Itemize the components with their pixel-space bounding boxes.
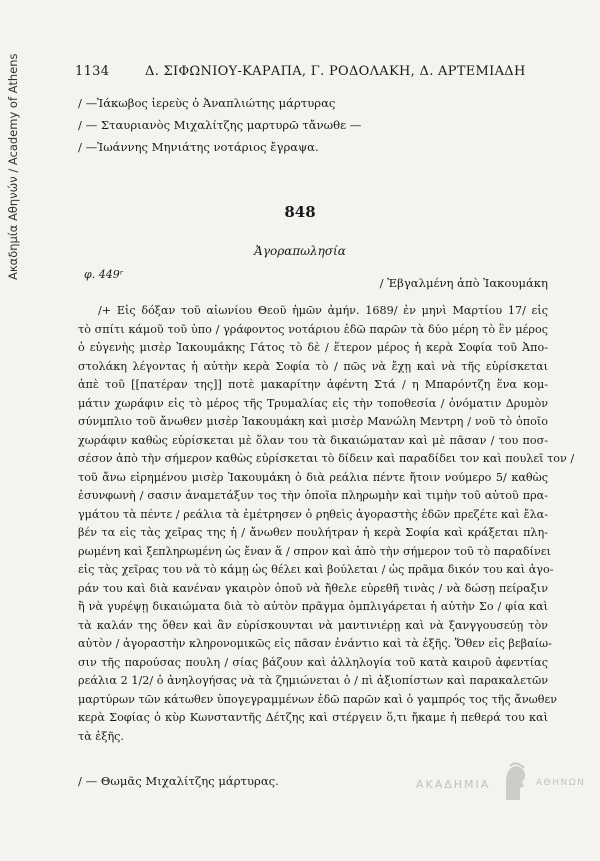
body-line: γμάτου τὰ πέντε / ρεάλια τὰ ἐμέτρησεν ὁ ρηθεὶς ἀγοραστὴς ἐδῶν πρεζέτε καὶ ἔλα- <box>78 507 548 521</box>
body-line: ἐσυνφωνὴ / σασιν ἀναμετάξυν τος τὴν ὁποῖα πληρωμὴν καὶ τιμὴν τοῦ αὐτοῦ πρα- <box>78 489 548 502</box>
academy-watermark <box>416 756 586 812</box>
body-line: /+ Εἰς δόξαν τοῦ αἰωνίου Θεοῦ ἡμῶν ἀμήν. 1689/ ἐν μηνὶ Μαρτίου 17/ εἰς <box>98 304 548 317</box>
body-line: ράν του καὶ διὰ κανέναν γκαιρὸν ὁποῦ νὰ ἤθελε εὑρεθῆ τινὰς / νὰ δώσῃ πείραξιν <box>78 581 548 595</box>
body-line: κερὰ Σοφίας ὁ κὺρ Κωνσταντῆς Δέτζης καὶ στέργειν ὅ,τι ἤκαμε ἡ πεθερά του καὶ <box>78 711 548 724</box>
body-line: αὐτὸν / ἀγοραστὴν κληρονομικῶς εἰς πᾶσαν ἐνάντιο καὶ τὰ ἐξῆς. Ὅθεν εἰς βεβαίω- <box>78 637 552 650</box>
folio-reference: φ. 449ʳ <box>84 268 124 281</box>
page-number: 1134 <box>75 64 110 79</box>
athena-emblem-icon <box>498 762 532 802</box>
body-line: σιν τῆς παρούσας πουλη / σίας βάζουν καὶ ἀλληλογία τοῦ κατὰ καιροῦ ἀφεντίας <box>78 655 548 669</box>
body-line: μαρτύρων τῶν κάτωθεν ὑπογεγραμμένων ἐδῶ παρῶν καὶ ὁ γαμπρός τος τῆς ἄνωθεν <box>78 692 558 706</box>
body-line: σύνμπλιο τοῦ ἄνωθεν μισὲρ Ἰακουμάκη καὶ μισὲρ Μανώλη Μεντρη / νοῦ τὸ ὁποῖο <box>78 415 548 428</box>
closing-signature: / — Θωμᾶς Μιχαλίτζης μάρτυρας. <box>78 774 279 788</box>
body-line: τὰ ἐξῆς. <box>78 729 124 743</box>
witness-signature-1: / —Ἰάκωβος ἱερεὺς ὁ Ἀναπλιώτης μάρτυρας <box>78 96 336 110</box>
body-line: χωράφιν καθὼς εὑρίσκεται μὲ ὅλαν του τὰ δικαιώματαν καὶ μὲ πᾶσαν / του ποσ- <box>78 433 548 447</box>
document-summary: / Ἐβγαλμένη ἀπὸ Ἰακουμάκη <box>379 276 548 290</box>
body-line: ρεάλια 2 1/2/ ὁ ἀνηλογήσας νὰ τὰ ζημιώνεται ὁ / πὶ ἀξιοπίστων καὶ παρακαλετῶν <box>78 674 548 687</box>
watermark-left-text: ΑΚΑΔΗΜΙΑ <box>416 778 491 791</box>
body-line: ρωμένη καὶ ξεπληρωμένη ὡς ἔναν ἅ / σπρον καὶ ἀπὸ τὴν σήμερον τοῦ τὸ παραδίνει <box>78 544 551 558</box>
running-head <box>75 64 545 80</box>
body-line: τὰ καλάν της ὅθεν καὶ ἂν εὑρίσκουνται νὰ μαντινιέρῃ καὶ νὰ ξανγγουσεύῃ τὸν <box>78 618 548 632</box>
body-line: στολάκη λέγοντας ἡ αὐτὴν κερὰ Σοφία τὸ / πῶς νὰ ἔχῃ καὶ νὰ τῆς εὑρίσκεται <box>78 359 548 373</box>
running-head-authors: Δ. ΣΙΦΩΝΙΟΥ-ΚΑΡΑΠΑ, Γ. ΡΟΔΟΛΑΚΗ, Δ. ΑΡΤΕΜΙΑΔΗ <box>145 64 526 79</box>
body-line: βέν τα εἰς τὰς χεῖρας της ἡ / ἄνωθεν πουλήτραν ἡ κερὰ Σοφία καὶ κράξεται πλη- <box>78 526 548 539</box>
body-line: μάτιν χωράφιν εἰς τὸ μέρος τῆς Τρυμαλίας εἰς τὴν τοποθεσία / ὀνόματιν Δρυμὸν <box>78 396 548 410</box>
body-line: τὸ σπίτι κάμοῦ τοῦ ὑπο / γράφοντος νοτάριου ἐδῶ παρῶν τὰ δύο μέρη τὸ ἓν μέρος <box>78 322 548 336</box>
watermark-right-text: ΑΘΗΝΩΝ <box>536 778 586 788</box>
witness-signature-2: / — Σταυριανὸς Μιχαλίτζης μαρτυρῶ τἄνωθε — <box>78 118 362 132</box>
document-body <box>78 302 575 746</box>
body-line: σέσον ἀπὸ τὴν σήμερον καθὼς εὑρίσκεται τὸ δίδειν καὶ παραδίδει τον καὶ πουλεῖ τον / <box>78 452 575 465</box>
side-watermark-text: Ακαδημία Αθηνών / Academy of Athens <box>6 53 20 280</box>
body-line: εἰς τὰς χεῖρας του νὰ τὸ κάμῃ ὡς θέλει καὶ βούλεται / ὡς πρᾶμα δικόν του καὶ ἀγο- <box>78 563 554 576</box>
body-line: τοῦ ἄνω εἰρημένου μισὲρ Ἰακουμάκη ὁ διὰ ρεάλια πέντε ἤτοιν νούμερο 5/ καθὼς <box>78 470 548 484</box>
body-line: ἢ νὰ γυρέψῃ δικαιώματα διὰ τὸ αὐτὸν πρᾶγμα ὀμπλιγάρεται ἡ αὐτὴν Σο / φία καὶ <box>78 600 548 613</box>
document-number: 848 <box>284 203 316 221</box>
body-line: ὁ εὐγενὴς μισὲρ Ἰακουμάκης Γάτος τὸ δὲ / ἕτερον μέρος ἡ κερὰ Σοφία τοῦ Ἀπο- <box>78 341 548 354</box>
body-line: ἀπὲ τοῦ [[πατέραν της]] ποτὲ μακαρίτην ἀφέντη Στά / η Μπαρόντζη ἕνα κομ- <box>78 378 548 391</box>
document-title: Ἀγοραπωλησία <box>254 244 346 258</box>
witness-signature-3: / —Ἰωάννης Μηνιάτης νοτάριος ἔγραψα. <box>78 140 319 154</box>
